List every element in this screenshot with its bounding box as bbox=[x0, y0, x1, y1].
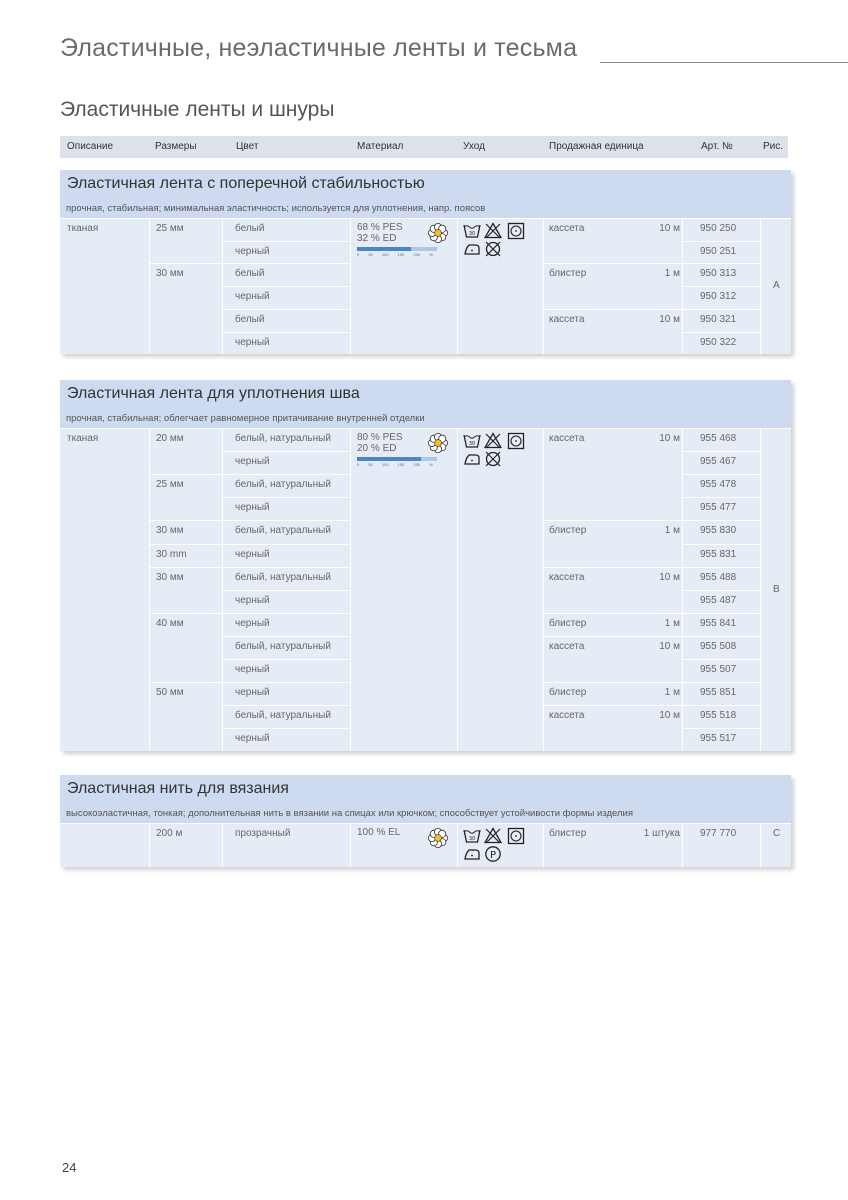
article-number-cell: 950 321 bbox=[700, 313, 737, 325]
no-dryclean-icon bbox=[484, 240, 502, 258]
color-cell: черный bbox=[235, 456, 270, 468]
row-divider bbox=[544, 705, 682, 706]
row-divider bbox=[150, 474, 222, 475]
row-divider bbox=[683, 705, 760, 706]
figure-cell: B bbox=[773, 583, 780, 595]
composition-bar-primary bbox=[357, 247, 411, 251]
product-block bbox=[60, 775, 791, 867]
color-cell: белый, натуральный bbox=[235, 710, 331, 722]
quantity-cell: 10 м bbox=[659, 223, 680, 234]
article-number-cell: 955 830 bbox=[700, 525, 737, 537]
column-divider bbox=[222, 823, 223, 867]
row-divider bbox=[150, 682, 222, 683]
row-divider bbox=[223, 474, 350, 475]
block-header bbox=[60, 775, 791, 823]
row-divider bbox=[150, 544, 222, 545]
size-cell: 30 мм bbox=[156, 268, 184, 280]
color-cell: белый, натуральный bbox=[235, 479, 331, 491]
row-divider bbox=[150, 520, 222, 521]
row-divider bbox=[223, 332, 350, 333]
column-divider bbox=[350, 218, 351, 354]
size-cell: 20 мм bbox=[156, 433, 184, 444]
row-divider bbox=[223, 636, 350, 637]
column-divider bbox=[543, 218, 544, 354]
title-rule bbox=[600, 62, 848, 63]
col-article: Арт. № bbox=[701, 141, 733, 152]
color-cell: черный bbox=[235, 291, 270, 303]
color-cell: черный bbox=[235, 548, 270, 560]
column-divider bbox=[760, 428, 761, 751]
sales-unit-cell: кассета bbox=[549, 223, 585, 234]
composition-bar-secondary bbox=[411, 247, 437, 251]
quantity-cell: 10 м bbox=[659, 433, 680, 444]
flower-ecolabel-icon bbox=[428, 828, 448, 848]
column-divider bbox=[760, 823, 761, 867]
column-divider bbox=[350, 428, 351, 751]
size-cell: 30 мм bbox=[156, 571, 184, 583]
column-divider bbox=[457, 218, 458, 354]
block-title: Эластичная лента для уплотнения шва bbox=[67, 385, 360, 402]
color-cell: черный bbox=[235, 245, 270, 257]
col-material: Материал bbox=[357, 141, 404, 152]
iron-icon bbox=[463, 450, 481, 467]
row-divider bbox=[223, 682, 350, 683]
row-divider bbox=[683, 309, 760, 310]
column-divider bbox=[682, 823, 683, 867]
description-cell: тканая bbox=[67, 223, 99, 234]
quantity-cell: 10 м bbox=[659, 640, 680, 652]
no-bleach-icon bbox=[484, 432, 502, 449]
quantity-cell: 1 штука bbox=[643, 828, 680, 839]
svg-text:30: 30 bbox=[468, 231, 476, 237]
quantity-cell: 10 м bbox=[659, 710, 680, 722]
row-divider bbox=[683, 567, 760, 568]
color-cell: черный bbox=[235, 336, 270, 348]
svg-text:30: 30 bbox=[468, 441, 476, 447]
quantity-cell: 1 м bbox=[664, 687, 680, 699]
row-divider bbox=[223, 613, 350, 614]
column-divider bbox=[457, 823, 458, 867]
material-cell: 20 % ED bbox=[357, 443, 397, 454]
column-divider bbox=[457, 428, 458, 751]
description-cell: тканая bbox=[67, 433, 99, 444]
row-divider bbox=[683, 682, 760, 683]
article-number-cell: 950 322 bbox=[700, 336, 737, 348]
col-figure: Рис. bbox=[763, 141, 784, 152]
color-cell: черный bbox=[235, 733, 270, 745]
article-number-cell: 955 518 bbox=[700, 710, 737, 722]
iron-icon bbox=[463, 845, 481, 862]
block-header bbox=[60, 380, 791, 428]
row-divider bbox=[223, 309, 350, 310]
tumble-dry-icon bbox=[507, 222, 525, 240]
size-cell: 30 мм bbox=[156, 525, 184, 537]
page-number: 24 bbox=[62, 1160, 77, 1175]
row-divider bbox=[223, 497, 350, 498]
column-divider bbox=[543, 823, 544, 867]
article-number-cell: 955 478 bbox=[700, 479, 737, 491]
row-divider bbox=[544, 682, 682, 683]
composition-bar-primary bbox=[357, 457, 421, 461]
material-cell: 68 % PES bbox=[357, 222, 403, 233]
wash-30-icon bbox=[463, 827, 481, 844]
row-divider bbox=[683, 241, 760, 242]
sales-unit-cell: блистер bbox=[549, 828, 587, 839]
color-cell: белый, натуральный bbox=[235, 525, 331, 537]
article-number-cell: 955 831 bbox=[700, 548, 737, 560]
row-divider bbox=[544, 263, 682, 264]
wash-30-icon bbox=[463, 222, 481, 239]
flower-ecolabel-icon bbox=[428, 433, 448, 453]
col-description: Описание bbox=[67, 141, 114, 152]
figure-cell: A bbox=[773, 280, 780, 292]
row-divider bbox=[683, 590, 760, 591]
tumble-dry-icon bbox=[507, 432, 525, 450]
row-divider bbox=[150, 567, 222, 568]
size-cell: 40 мм bbox=[156, 617, 184, 629]
row-divider bbox=[223, 520, 350, 521]
quantity-cell: 1 м bbox=[664, 268, 680, 280]
color-cell: черный bbox=[235, 687, 270, 699]
color-cell: черный bbox=[235, 617, 270, 629]
row-divider bbox=[223, 451, 350, 452]
color-cell: белый bbox=[235, 223, 265, 234]
row-divider bbox=[223, 544, 350, 545]
article-number-cell: 950 250 bbox=[700, 223, 737, 234]
column-divider bbox=[543, 428, 544, 751]
block-header bbox=[60, 170, 791, 218]
sales-unit-cell: блистер bbox=[549, 617, 587, 629]
quantity-cell: 10 м bbox=[659, 571, 680, 583]
block-description: прочная, стабильная; минимальная эластичность; используется для уплотнения, напр. поясов bbox=[66, 203, 486, 214]
quantity-cell: 1 м bbox=[664, 617, 680, 629]
quantity-cell: 10 м bbox=[659, 313, 680, 325]
quantity-cell: 1 м bbox=[664, 525, 680, 537]
sales-unit-cell: блистер bbox=[549, 687, 587, 699]
row-divider bbox=[683, 332, 760, 333]
block-title: Эластичная нить для вязания bbox=[67, 780, 289, 797]
color-cell: белый, натуральный bbox=[235, 433, 331, 444]
row-divider bbox=[544, 520, 682, 521]
row-divider bbox=[683, 520, 760, 521]
figure-cell: C bbox=[773, 828, 781, 839]
row-divider bbox=[223, 659, 350, 660]
row-divider bbox=[683, 497, 760, 498]
col-color: Цвет bbox=[236, 141, 259, 152]
column-divider bbox=[149, 218, 150, 354]
size-cell: 30 mm bbox=[156, 548, 187, 560]
iron-icon bbox=[463, 240, 481, 257]
block-title: Эластичная лента с поперечной стабильностью bbox=[67, 175, 425, 192]
article-number-cell: 950 251 bbox=[700, 245, 737, 257]
row-divider bbox=[683, 613, 760, 614]
article-number-cell: 950 312 bbox=[700, 291, 737, 303]
block-description: прочная, стабильная; облегчает равномерное притачивание внутренней отделки bbox=[66, 413, 425, 424]
color-cell: прозрачный bbox=[235, 828, 291, 839]
row-divider bbox=[223, 567, 350, 568]
product-block bbox=[60, 170, 791, 354]
row-divider bbox=[223, 286, 350, 287]
material-cell: 80 % PES bbox=[357, 432, 403, 443]
block-description: высокоэластичная, тонкая; дополнительная нить в вязании на спицах или крючком; способствует устойчивости формы изделия bbox=[66, 808, 633, 819]
article-number-cell: 955 517 bbox=[700, 733, 737, 745]
size-cell: 25 мм bbox=[156, 223, 184, 234]
sales-unit-cell: кассета bbox=[549, 710, 585, 722]
dryclean-p-icon bbox=[484, 845, 502, 863]
article-number-cell: 955 841 bbox=[700, 617, 737, 629]
color-cell: черный bbox=[235, 594, 270, 606]
row-divider bbox=[544, 309, 682, 310]
no-dryclean-icon bbox=[484, 450, 502, 468]
article-number-cell: 955 487 bbox=[700, 594, 737, 606]
row-divider bbox=[683, 544, 760, 545]
row-divider bbox=[544, 567, 682, 568]
sales-unit-cell: блистер bbox=[549, 525, 587, 537]
col-sales-unit: Продажная единица bbox=[549, 141, 644, 152]
page-title: Эластичные, неэластичные ленты и тесьма bbox=[60, 34, 578, 62]
composition-bar-secondary bbox=[421, 457, 437, 461]
row-divider bbox=[683, 659, 760, 660]
article-number-cell: 955 477 bbox=[700, 502, 737, 514]
size-cell: 200 м bbox=[156, 828, 183, 839]
row-divider bbox=[150, 613, 222, 614]
row-divider bbox=[544, 636, 682, 637]
material-cell: 100 % EL bbox=[357, 827, 401, 838]
color-cell: черный bbox=[235, 664, 270, 675]
composition-scale: 0 50 100 150 200 % bbox=[357, 462, 433, 467]
no-bleach-icon bbox=[484, 222, 502, 239]
composition-scale: 0 50 100 150 200 % bbox=[357, 252, 433, 257]
size-cell: 50 мм bbox=[156, 687, 184, 699]
color-cell: белый, натуральный bbox=[235, 571, 331, 583]
row-divider bbox=[683, 286, 760, 287]
color-cell: черный bbox=[235, 502, 270, 514]
sales-unit-cell: кассета bbox=[549, 640, 585, 652]
article-number-cell: 977 770 bbox=[700, 828, 737, 839]
article-number-cell: 955 507 bbox=[700, 664, 737, 675]
wash-30-icon bbox=[463, 432, 481, 449]
article-number-cell: 955 467 bbox=[700, 456, 737, 468]
section-title: Эластичные ленты и шнуры bbox=[60, 98, 335, 121]
article-number-cell: 955 488 bbox=[700, 571, 737, 583]
row-divider bbox=[223, 728, 350, 729]
svg-text:30: 30 bbox=[468, 836, 476, 842]
col-care: Уход bbox=[463, 141, 485, 152]
row-divider bbox=[223, 263, 350, 264]
table-header bbox=[60, 136, 788, 158]
svg-text:P: P bbox=[489, 850, 497, 861]
row-divider bbox=[683, 263, 760, 264]
row-divider bbox=[223, 590, 350, 591]
row-divider bbox=[683, 636, 760, 637]
tumble-dry-icon bbox=[507, 827, 525, 845]
row-divider bbox=[683, 451, 760, 452]
row-divider bbox=[223, 241, 350, 242]
column-divider bbox=[149, 823, 150, 867]
material-cell: 32 % ED bbox=[357, 233, 397, 244]
article-number-cell: 955 508 bbox=[700, 640, 737, 652]
product-block bbox=[60, 380, 791, 751]
column-divider bbox=[350, 823, 351, 867]
color-cell: белый bbox=[235, 313, 265, 325]
color-cell: белый, натуральный bbox=[235, 640, 331, 652]
no-bleach-icon bbox=[484, 827, 502, 844]
sales-unit-cell: кассета bbox=[549, 433, 585, 444]
color-cell: белый bbox=[235, 268, 265, 280]
row-divider bbox=[544, 613, 682, 614]
size-cell: 25 мм bbox=[156, 479, 184, 491]
row-divider bbox=[683, 474, 760, 475]
sales-unit-cell: кассета bbox=[549, 571, 585, 583]
col-sizes: Размеры bbox=[155, 141, 197, 152]
column-divider bbox=[760, 218, 761, 354]
article-number-cell: 955 851 bbox=[700, 687, 737, 699]
row-divider bbox=[683, 728, 760, 729]
article-number-cell: 955 468 bbox=[700, 433, 737, 444]
row-divider bbox=[150, 263, 222, 264]
row-divider bbox=[223, 705, 350, 706]
flower-ecolabel-icon bbox=[428, 223, 448, 243]
sales-unit-cell: кассета bbox=[549, 313, 585, 325]
sales-unit-cell: блистер bbox=[549, 268, 587, 280]
article-number-cell: 950 313 bbox=[700, 268, 737, 280]
column-divider bbox=[149, 428, 150, 751]
